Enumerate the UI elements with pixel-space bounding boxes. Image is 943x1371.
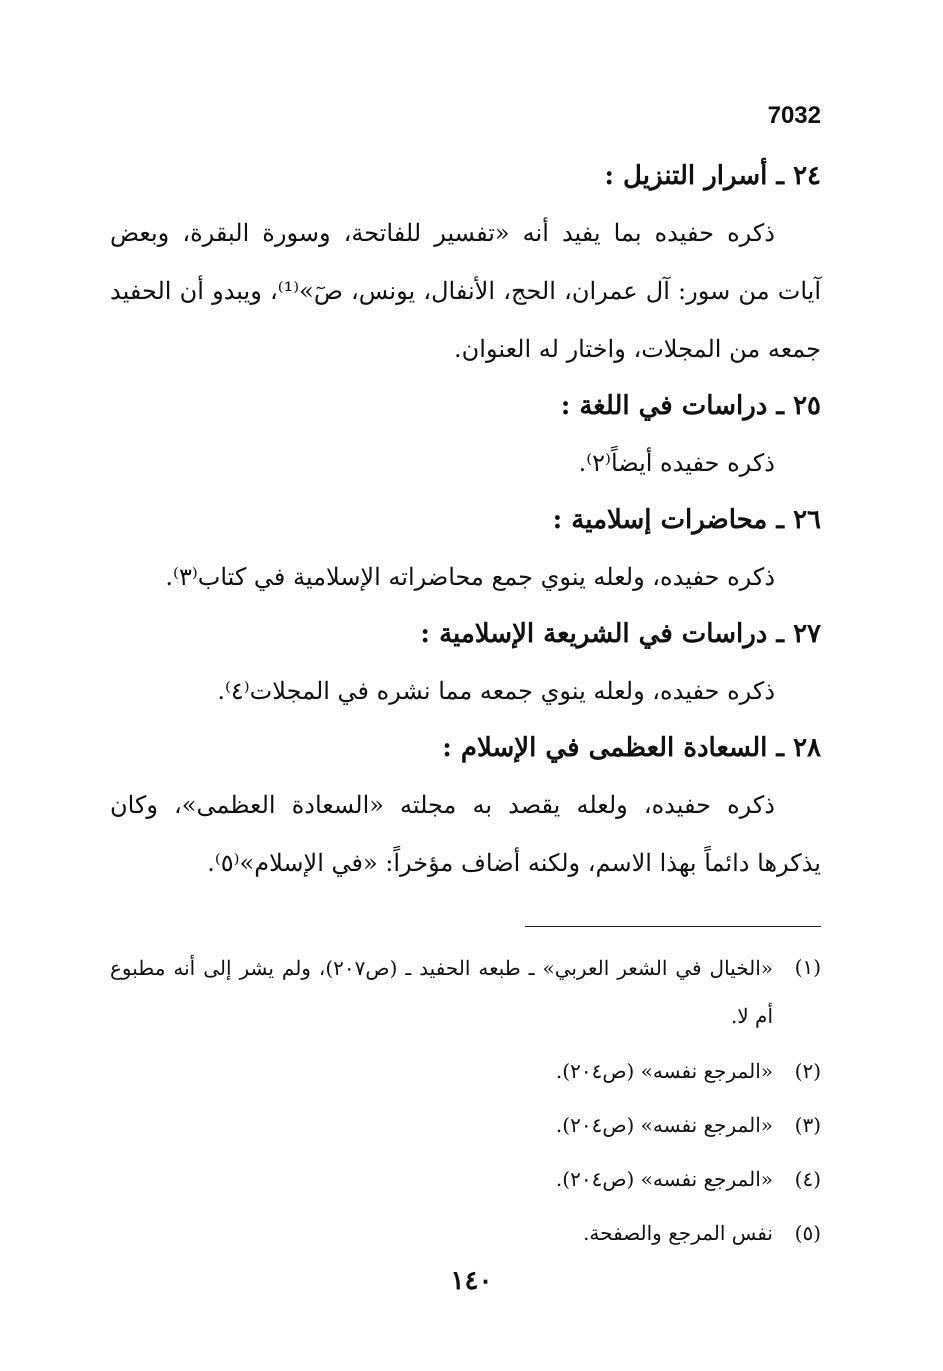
- footnote-text: «المرجع نفسه» (ص٢٠٤).: [555, 1167, 773, 1191]
- section-paragraph-25: ذكره حفيده أيضاً⁽٢⁾.: [578, 449, 775, 477]
- footnote-divider: [525, 926, 821, 927]
- footnotes: [110, 944, 821, 1264]
- footnote-4: [110, 1156, 821, 1202]
- footnote-text: «المرجع نفسه» (ص٢٠٤).: [555, 1113, 773, 1137]
- footnote-text: نفس المرجع والصفحة.: [583, 1221, 773, 1245]
- page-number: ١٤٠: [450, 1266, 493, 1296]
- section-paragraph-27: ذكره حفيده، ولعله ينوي جمعه مما نشره في المجلات⁽٤⁾.: [217, 677, 775, 705]
- section-heading-25: ٢٥ ـ دراسات في اللغة :: [560, 391, 821, 421]
- reference-number: 7032: [767, 102, 821, 129]
- section-paragraph-28: ذكره حفيده، ولعله يقصد به مجلته «السعادة العظمى»، وكان يذكرها دائماً بهذا الاسم، ولكنه أضاف مؤخراً: «في الإسلام»⁽٥⁾.: [110, 791, 821, 877]
- footnote-text: «الخيال في الشعر العربي» ـ طبعه الحفيد ـ (ص٢٠٧)، ولم يشر إلى أنه مطبوع أم لا.: [110, 956, 774, 1028]
- footnote-number: (٢): [794, 1059, 821, 1083]
- footnote-text: «المرجع نفسه» (ص٢٠٤).: [555, 1059, 773, 1083]
- footnote-number: (١): [794, 955, 821, 979]
- section-heading-28: ٢٨ ـ السعادة العظمى في الإسلام :: [442, 733, 821, 763]
- footnote-1: [110, 944, 821, 1040]
- footnote-5: [110, 1210, 821, 1256]
- section-heading-26: ٢٦ ـ محاضرات إسلامية :: [552, 505, 821, 535]
- footnote-number: (٥): [794, 1221, 821, 1245]
- section-paragraph-24: ذكره حفيده بما يفيد أنه «تفسير للفاتحة، وسورة البقرة، وبعض آيات من سور: آل عمران، الحج، الأنفال، يونس، صٓ»⁽¹⁾، ويبدو أن الحفيد جمعه من المجلات، واختار له العنوان.: [110, 219, 821, 363]
- footnote-2: [110, 1048, 821, 1094]
- footnote-number: (٤): [794, 1167, 821, 1191]
- section-heading-27: ٢٧ ـ دراسات في الشريعة الإسلامية :: [420, 619, 821, 649]
- section-heading-24: ٢٤ ـ أسرار التنزيل :: [604, 161, 821, 191]
- main-text: [110, 148, 821, 892]
- section-paragraph-26: ذكره حفيده، ولعله ينوي جمع محاضراته الإسلامية في كتاب⁽٣⁾.: [165, 563, 775, 591]
- footnote-number: (٣): [794, 1113, 821, 1137]
- footnote-3: [110, 1102, 821, 1148]
